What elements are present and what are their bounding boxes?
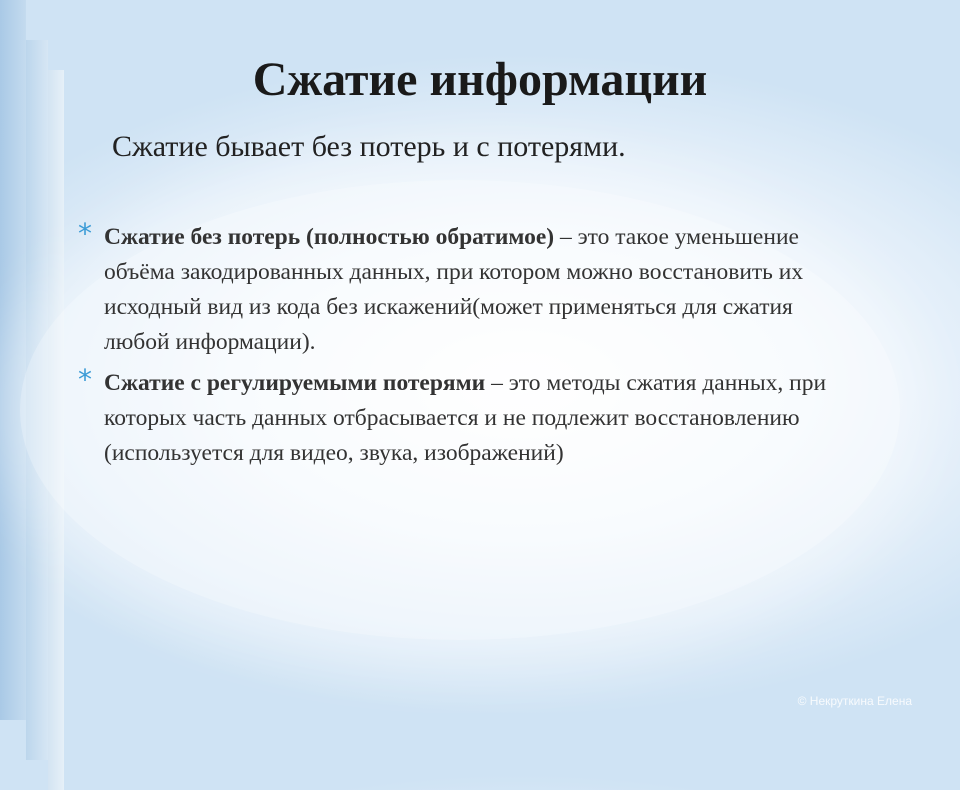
bullet-list xyxy=(78,217,858,477)
asterisk-icon: * xyxy=(78,363,92,396)
bullet-text: – это методы сжатия данных, при которых часть данных отбрасывается и не подлежит восстановлению (используется для видео, звука, изображений) xyxy=(104,370,827,466)
bullet-term: Сжатие с регулируемыми потерями xyxy=(104,370,486,396)
slide-title: Сжатие информации xyxy=(252,53,708,106)
slide-subtitle: Сжатие бывает без потерь и с потерями. xyxy=(112,130,626,163)
bullet-term: Сжатие без потерь (полностью обратимое) xyxy=(104,224,555,250)
bullet-item xyxy=(78,363,858,471)
bullet-item xyxy=(78,217,858,360)
asterisk-icon: * xyxy=(78,217,92,250)
footer-copyright: © Некруткина Елена xyxy=(797,694,912,708)
bullet-text: – это такое уменьшение объёма закодированных данных, при котором можно восстановить их исходный вид из кода без искажений(может применяться для сжатия любой информации). xyxy=(104,224,804,355)
